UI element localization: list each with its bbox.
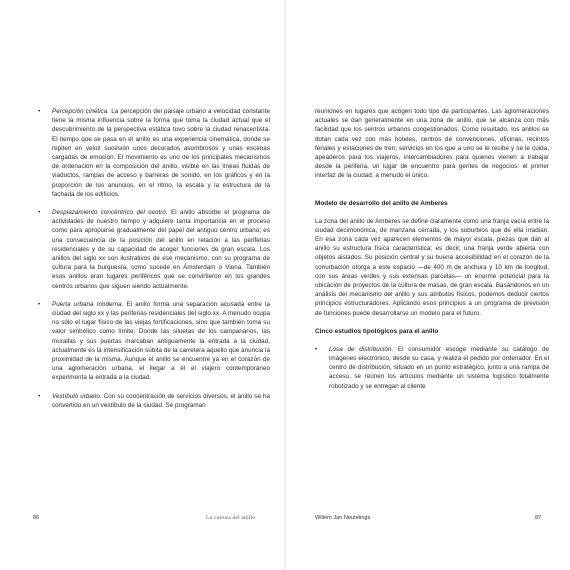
- page-number: 86: [33, 515, 40, 521]
- list-item: [38, 107, 270, 199]
- bullet: •: [38, 300, 41, 308]
- running-author: Willem Jan Neutelings: [315, 515, 371, 521]
- running-title: La cultura del anillo: [206, 515, 256, 521]
- bullet: •: [315, 345, 318, 353]
- section-heading: Modelo de desarrollo del anillo de Amberes: [315, 199, 448, 207]
- list-item: [38, 300, 270, 383]
- page-number: 87: [535, 515, 542, 521]
- list-item: [315, 345, 549, 391]
- list-item: [38, 392, 270, 410]
- item-title: Percepción cinética.: [52, 108, 110, 115]
- item-title: Vestíbulo urbano.: [52, 392, 102, 400]
- right-page: [285, 0, 570, 570]
- item-text: La percepción del paisaje urbano a velocidad constante tiene la misma influencia sobre la forma que toma la ciudad actual que el descubrimiento de la perspectiva estática tuvo sobre la ciudad renacentista. El tiempo que se pasa en el anillo es una experiencia cinemática, donde se repiten en veloz sucesión unos decorados asombrosos y unas escenas cargadas de emoción. El movimiento es uno de los principales mecanismos de ordenación en la composición del anillo, visible en las líneas fluidas de viaductos, rampas de acceso y barreras de sonido, en los gráficos y en la proporción de los anuncios, en el ritmo, la escala y la estructura de la fachada de los edificios.: [52, 108, 270, 198]
- bullet: •: [38, 209, 41, 217]
- item-text: El anillo absorbe el programa de actividades de nuestro tiempo y adquiere tanta importancia en el proceso como para apropiarse gradualmente del papel del antiguo centro urbano; es una consecuencia de la posición del anillo en relación a las periferias residenciales y de su capacidad de acoger funciones de gran escala. Los anillos del siglo xx son ilustrativos de ese mecanismo, con su programa de cultura para la burguesía, como sucede en Ámsterdam o Viena. También esos anillos eran lugares periféricos que se convirtieron en los grandes centros urbanos que siguen siendo actualmente.: [52, 209, 270, 290]
- section-paragraph: La zona del anillo de Amberes se define claramente como una franja vacía entre la ciudad decimonónica, de manzana cerrada, y los suburbios que de ella irradian. En esa zona cada vez aparecen elementos de mayor escala, piezas que dan al anillo su estructura física característica; es decir, una franja verde abierta con objetos aislados. Su posición central y su buena accesibilidad en el corazón de la conurbación otorga a este espacio —de 400 m de anchura y 10 km de longitud, con sus áreas verdes y sus extensas parcelas— un enorme potencial para la ubicación de proyectos de la cultura de masas, de gran escala. Basándonos en un análisis del mecanismo del anillo y sus atributos físicos, podemos deducir ciertos principios estructuradores. Aplicando esos principios a un programa de previsión de funciones puede desarrollarse un modelo para el futuro.: [315, 217, 549, 317]
- bullet: •: [38, 108, 41, 115]
- item-title: Puerta urbana moderna.: [52, 300, 124, 308]
- item-text: El consumidor escoge mediante su catálogo de imágenes electrónico, desde su casa, y realiza el pedido por ordenador. En el centro de distribución, situado en un punto estratégico, junto a una rampa de acceso, se reúnen los artículos mediante un sistema logístico totalmente robotizado y se entregan al cliente: [329, 345, 549, 390]
- item-title: Desplazamiento concéntrico del centro.: [52, 209, 168, 217]
- right-page-body: [315, 107, 549, 400]
- intro-paragraph: reuniones en lugares que acogen todo tipo de participantes. Las aglomeraciones actuales se dan generalmente en una zona de anillo, que se alcanza con más facilidad que los centros urbanos congestionados. Como resultado, los anillos se dotan cada vez con más hoteles, centros de convenciones, oficinas, recintos feriales y estaciones de tren; servicios en los que a uno se le recibe y se le cuida, apeaderos para los viajeros, intercambiadores para quienes vienen a trabajar desde la periferia, un lugar de encuentro para gentes de negocios: el primer interfaz de la ciudad; a menudo el único.: [315, 108, 549, 180]
- item-text: Con su concentración de servicios diversos, el anillo se ha convertido en un vestíbulo de la ciudad. Se programan: [52, 392, 271, 409]
- spacer: [315, 190, 549, 199]
- list-item: [38, 208, 270, 291]
- bullet: •: [38, 392, 41, 400]
- left-page-body: [38, 107, 270, 419]
- item-title: Losa de distribución.: [329, 345, 394, 353]
- section-heading: Cinco estudios tipológicos para el anillo: [315, 327, 439, 335]
- item-text: El anillo forma una separación acusada entre la ciudad del siglo xx y las periferias residenciales del siglo xx. A menudo ocupa no sólo el lugar físico de las viejas fortificaciones, sino que también toma su valor simbólico como límite. Donde las siluetas de los campanarios, las murallas y sus puertas marcaban antiguamente la entrada a la ciudad, actualmente es la intensificación súbita de la carretera aquello que anuncia la proximidad de la misma. Aunque el anillo se encuentre ya en el corazón de una aglomeración urbana, el llegar a él el viajero contemporáneo experimenta la entrada a la ciudad.: [52, 300, 270, 382]
